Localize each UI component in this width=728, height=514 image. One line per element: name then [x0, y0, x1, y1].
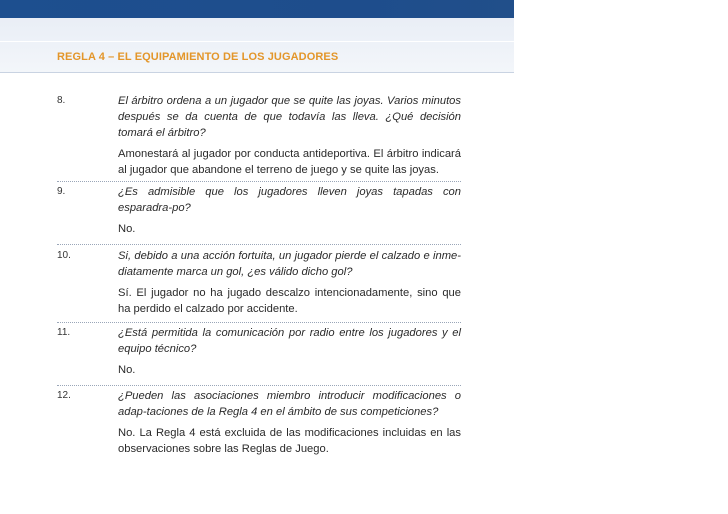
item-number: 9.	[57, 186, 66, 197]
item-separator	[57, 322, 461, 323]
item-separator	[57, 385, 461, 386]
item-separator	[57, 181, 461, 182]
question-text: ¿Es admisible que los jugadores lleven joyas tapadas con esparadra-po?	[118, 186, 461, 214]
item-separator	[57, 244, 461, 245]
item-number: 12.	[57, 390, 71, 401]
qa-item-9	[57, 184, 461, 237]
answer-text: No. La Regla 4 está excluida de las modificaciones incluidas en las observaciones sobre las Reglas de Juego.	[118, 427, 461, 455]
item-number: 11.	[57, 327, 71, 338]
question-text: Si, debido a una acción fortuita, un jugador pierde el calzado e inme-diatamente marca un gol, ¿es válido dicho gol?	[118, 250, 461, 278]
item-number: 8.	[57, 95, 66, 106]
answer-text: Amonestará al jugador por conducta antideportiva. El árbitro indicará al jugador que abandone el terreno de juego y se quite las joyas.	[118, 148, 461, 176]
qa-item-8	[57, 93, 461, 178]
question-text: El árbitro ordena a un jugador que se quite las joyas. Varios minutos después se da cuenta de que todavía las lleva. ¿Qué decisión tomará el árbitro?	[118, 95, 461, 139]
item-number: 10.	[57, 250, 71, 261]
top-color-bar	[0, 0, 514, 18]
answer-text: Sí. El jugador no ha jugado descalzo intencionadamente, sino que ha perdido el calzado por accidente.	[118, 287, 461, 315]
answer-text: No.	[118, 223, 136, 235]
section-title: REGLA 4 – EL EQUIPAMIENTO DE LOS JUGADORES	[57, 51, 339, 63]
answer-text: No.	[118, 364, 136, 376]
qa-item-12	[57, 388, 461, 457]
qa-item-10	[57, 248, 461, 317]
question-text: ¿Está permitida la comunicación por radio entre los jugadores y el equipo técnico?	[118, 327, 461, 355]
question-text: ¿Pueden las asociaciones miembro introducir modificaciones o adap-taciones de la Regla 4 en el ámbito de sus competiciones?	[118, 390, 461, 418]
header-band-divider	[0, 72, 514, 73]
qa-item-11	[57, 325, 461, 378]
header-band-highlight	[0, 41, 514, 42]
header-band	[0, 18, 514, 72]
